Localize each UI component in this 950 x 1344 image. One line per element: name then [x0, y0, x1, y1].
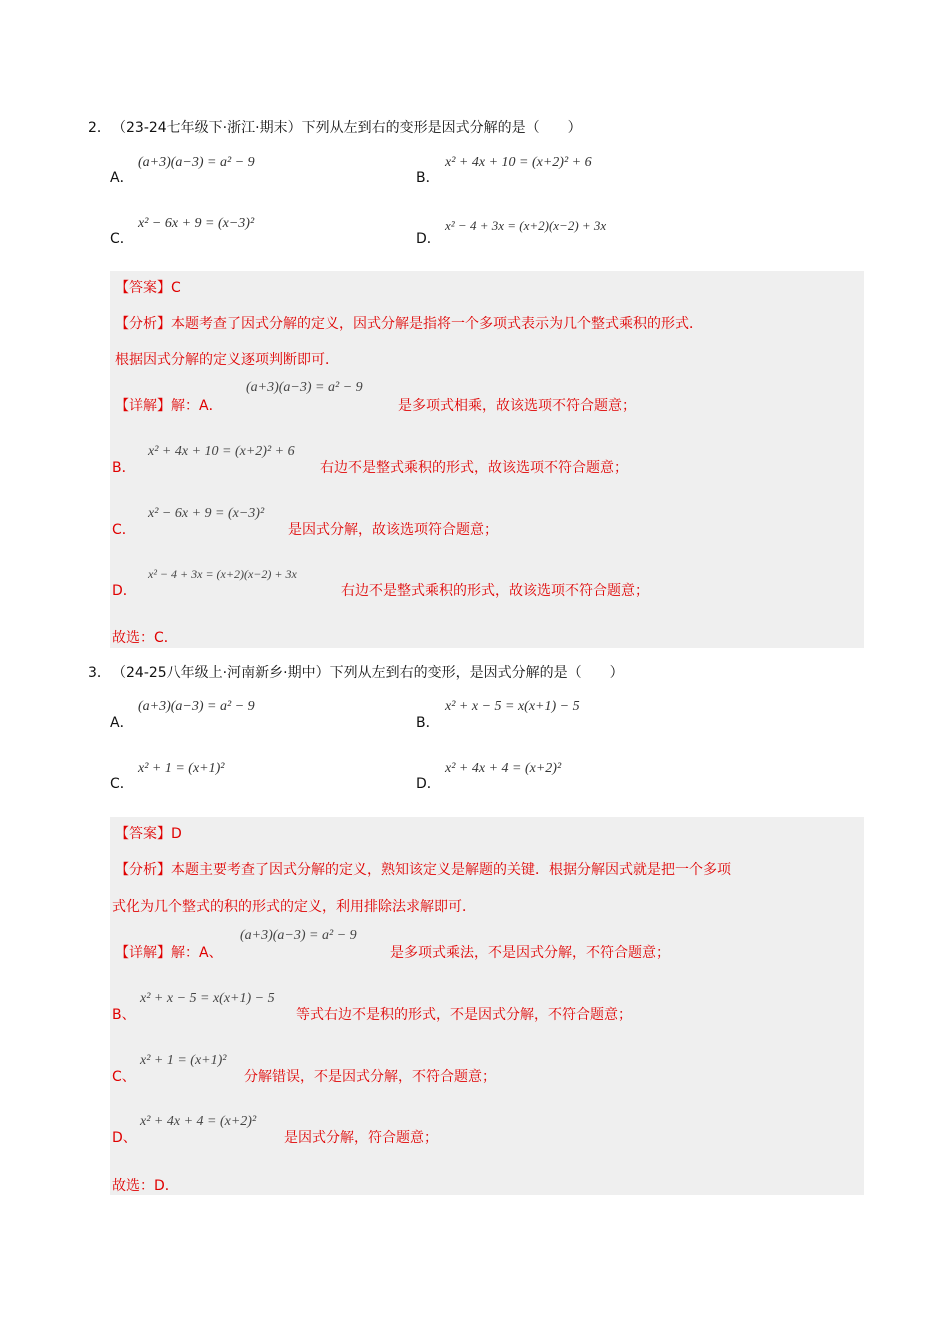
solution-box-3 — [110, 817, 864, 1195]
detail-math: (a+3)(a−3) = a² − 9 — [240, 928, 357, 943]
option-label: A． — [110, 715, 134, 731]
question-number: 2． — [88, 120, 111, 136]
detail-math: x² + 4x + 4 = (x+2)² — [140, 1114, 257, 1129]
option-label: D． — [416, 231, 441, 247]
detail-text: 等式右边不是积的形式，不是因式分解，不符合题意； — [296, 1007, 632, 1023]
question-stem: （24-25八年级上·河南新乡·期中）下列从左到右的变形，是因式分解的是（ ） — [112, 665, 624, 681]
option-math: (a+3)(a−3) = a² − 9 — [138, 699, 255, 714]
detail-label: C． — [112, 522, 136, 538]
detail-label: D、 — [112, 1130, 137, 1146]
detail-text: 右边不是整式乘积的形式，故该选项不符合题意； — [341, 583, 649, 599]
option-math: x² − 4 + 3x = (x+2)(x−2) + 3x — [445, 218, 607, 233]
analysis-line: 【分析】本题考查了因式分解的定义，因式分解是指将一个多项式表示为几个整式乘积的形式． — [115, 316, 703, 332]
analysis-line: 【分析】本题主要考查了因式分解的定义，熟知该定义是解题的关键．根据分解因式就是把一个多项 — [115, 862, 731, 878]
detail-math: x² − 4 + 3x = (x+2)(x−2) + 3x — [148, 567, 297, 581]
conclusion-line: 故选：C． — [112, 630, 178, 646]
detail-prefix: 【详解】解：A、 — [115, 945, 223, 961]
detail-text: 分解错误，不是因式分解，不符合题意； — [244, 1069, 496, 1085]
detail-text: 是多项式乘法，不是因式分解，不符合题意； — [390, 945, 670, 961]
question-number: 3． — [88, 665, 111, 681]
detail-label: B． — [112, 460, 136, 476]
question-stem: （23-24七年级下·浙江·期末）下列从左到右的变形是因式分解的是（ ） — [112, 120, 582, 136]
detail-math: x² + 4x + 10 = (x+2)² + 6 — [148, 444, 295, 459]
option-math: x² − 6x + 9 = (x−3)² — [138, 216, 255, 231]
analysis-line: 式化为几个整式的积的形式的定义，利用排除法求解即可． — [112, 899, 476, 915]
conclusion-line: 故选：D． — [112, 1178, 179, 1194]
option-math: x² + x − 5 = x(x+1) − 5 — [445, 699, 580, 714]
detail-text: 是因式分解，故该选项符合题意； — [288, 522, 498, 538]
analysis-line: 根据因式分解的定义逐项判断即可． — [115, 352, 339, 368]
solution-box-2 — [110, 271, 864, 648]
detail-label: C、 — [112, 1069, 136, 1085]
detail-math: (a+3)(a−3) = a² − 9 — [246, 380, 363, 395]
detail-label: B、 — [112, 1007, 136, 1023]
option-label: A． — [110, 170, 134, 186]
option-label: C． — [110, 776, 134, 792]
option-label: D． — [416, 776, 441, 792]
answer-line: 【答案】C — [115, 280, 181, 296]
detail-text: 是多项式相乘，故该选项不符合题意； — [398, 398, 636, 414]
detail-label: D． — [112, 583, 137, 599]
option-label: B． — [416, 170, 440, 186]
option-math: x² + 4x + 4 = (x+2)² — [445, 761, 562, 776]
option-math: x² + 4x + 10 = (x+2)² + 6 — [445, 155, 592, 170]
detail-math: x² + 1 = (x+1)² — [140, 1053, 227, 1068]
detail-text: 是因式分解，符合题意； — [284, 1130, 438, 1146]
option-label: B． — [416, 715, 440, 731]
option-label: C． — [110, 231, 134, 247]
detail-math: x² − 6x + 9 = (x−3)² — [148, 506, 265, 521]
answer-line: 【答案】D — [115, 826, 182, 842]
detail-prefix: 【详解】解：A． — [115, 398, 223, 414]
detail-text: 右边不是整式乘积的形式，故该选项不符合题意； — [320, 460, 628, 476]
option-math: (a+3)(a−3) = a² − 9 — [138, 155, 255, 170]
detail-math: x² + x − 5 = x(x+1) − 5 — [140, 991, 275, 1006]
option-math: x² + 1 = (x+1)² — [138, 761, 225, 776]
